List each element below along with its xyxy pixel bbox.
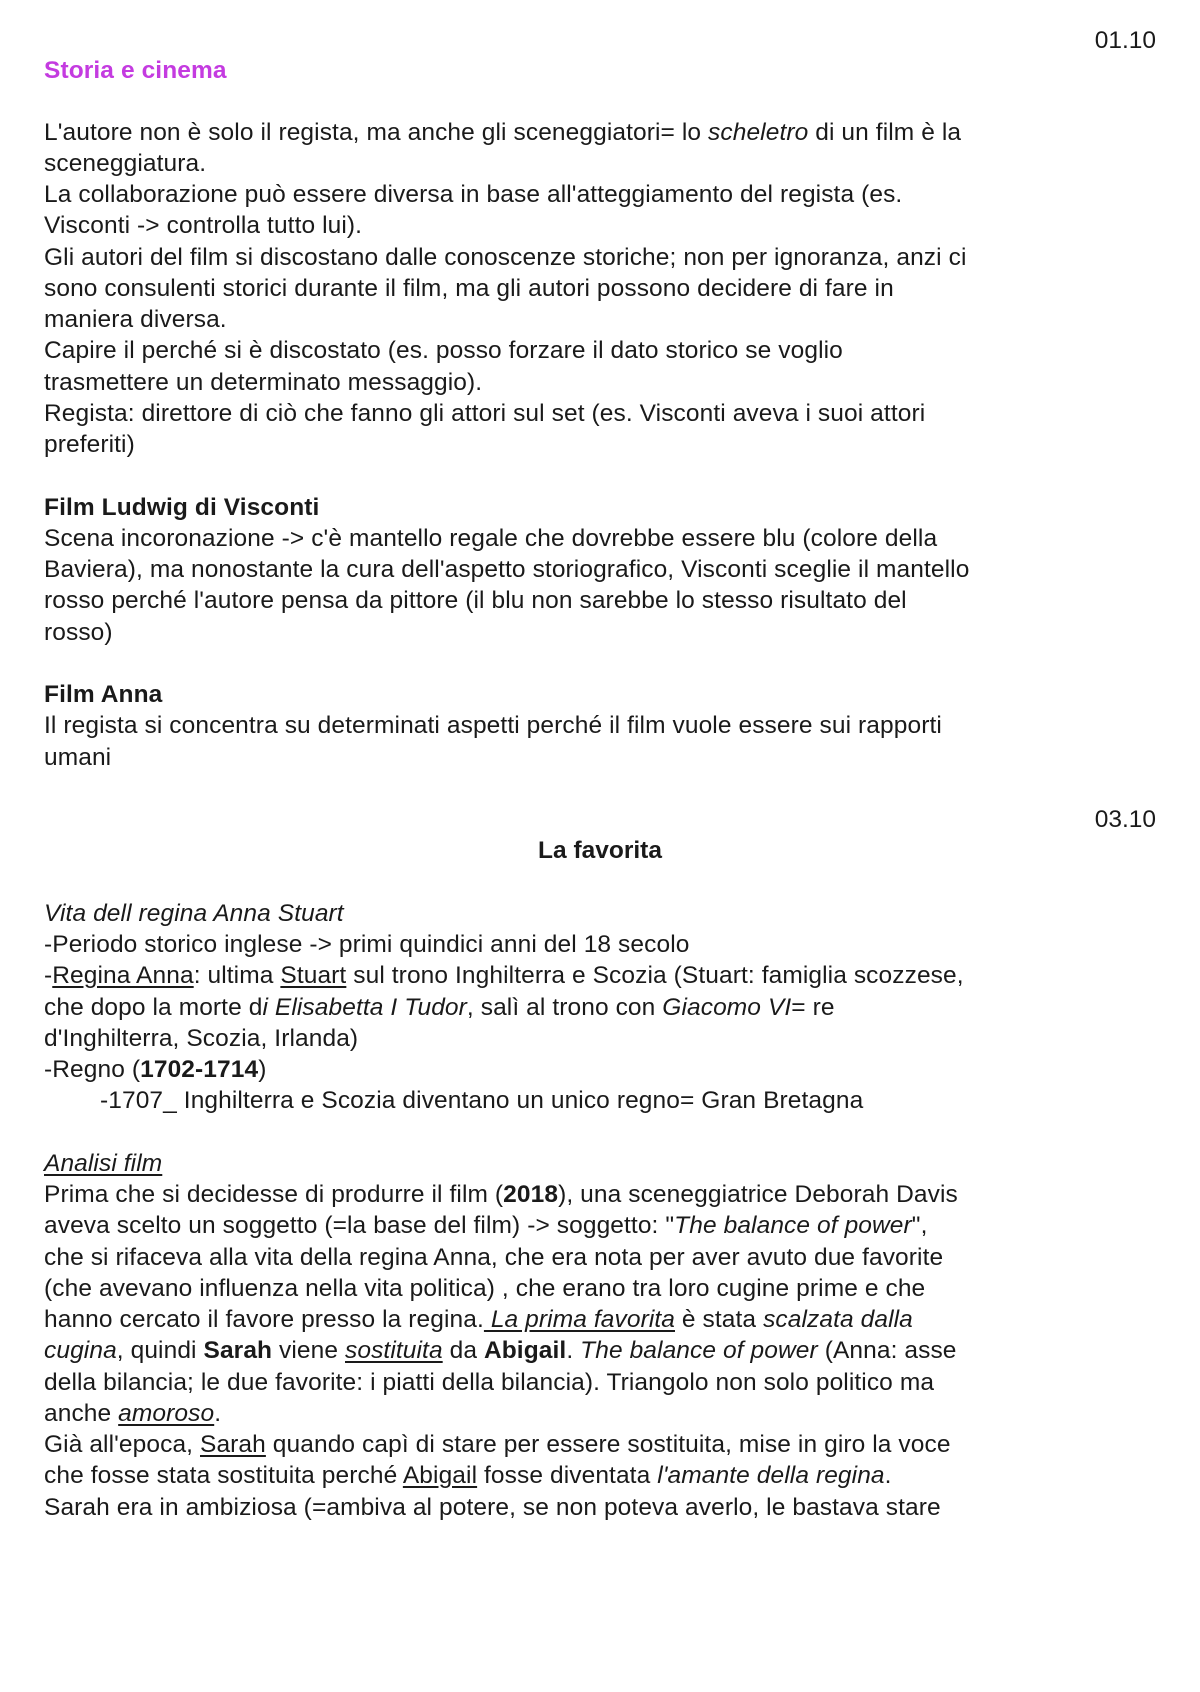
- text-line: Il regista si concentra su determinati aspetti perché il film vuole essere sui rapporti: [44, 712, 942, 739]
- text-line: Gli autori del film si discostano dalle conoscenze storiche; non per ignoranza, anzi ci: [44, 244, 967, 271]
- text-line: che si rifaceva alla vita della regina Anna, che era nota per aver avuto due favorite: [44, 1244, 944, 1271]
- text-line: Già all'epoca, Sarah quando capì di stare per essere sostituita, mise in giro la voce: [44, 1431, 951, 1458]
- section-title: Storia e cinema: [44, 57, 227, 84]
- date-label: 01.10: [1094, 27, 1156, 54]
- section-heading: Film Anna: [44, 681, 163, 708]
- text-line: Sarah era in ambiziosa (=ambiva al potere, se non poteva averlo, le bastava stare: [44, 1494, 941, 1521]
- text-line: L'autore non è solo il regista, ma anche gli sceneggiatori= lo scheletro di un film è la: [44, 119, 962, 146]
- subheading: Analisi film: [44, 1150, 163, 1177]
- section-title: La favorita: [538, 837, 662, 864]
- text-line: Prima che si decidesse di produrre il film (2018), una sceneggiatrice Deborah Davis: [44, 1181, 958, 1208]
- text-line: sono consulenti storici durante il film, ma gli autori possono decidere di fare in: [44, 275, 894, 302]
- text-line: sceneggiatura.: [44, 150, 207, 177]
- text-line: Scena incoronazione -> c'è mantello regale che dovrebbe essere blu (colore della: [44, 525, 938, 552]
- text-line: che fosse stata sostituita perché Abigail fosse diventata l'amante della regina.: [44, 1462, 892, 1489]
- text-line: che dopo la morte di Elisabetta I Tudor, salì al trono con Giacomo VI= re: [44, 994, 835, 1021]
- text-line: anche amoroso.: [44, 1400, 222, 1427]
- text-line: cugina, quindi Sarah viene sostituita da Abigail. The balance of power (Anna: asse: [44, 1337, 957, 1364]
- subheading: Vita dell regina Anna Stuart: [44, 900, 344, 927]
- section-heading: Film Ludwig di Visconti: [44, 494, 320, 521]
- text-line: Regista: direttore di ciò che fanno gli attori sul set (es. Visconti aveva i suoi attori: [44, 400, 926, 427]
- text-line: -Periodo storico inglese -> primi quindici anni del 18 secolo: [44, 931, 690, 958]
- text-line: La collaborazione può essere diversa in base all'atteggiamento del regista (es.: [44, 181, 903, 208]
- text-line: -Regina Anna: ultima Stuart sul trono Inghilterra e Scozia (Stuart: famiglia scozzese,: [44, 962, 964, 989]
- text-line: (che avevano influenza nella vita politica) , che erano tra loro cugine prime e che: [44, 1275, 926, 1302]
- text-line: della bilancia; le due favorite: i piatti della bilancia). Triangolo non solo politico ma: [44, 1369, 935, 1396]
- text-line: hanno cercato il favore presso la regina. La prima favorita è stata scalzata dalla: [44, 1306, 913, 1333]
- text-line: aveva scelto un soggetto (=la base del film) -> soggetto: "The balance of power",: [44, 1212, 928, 1239]
- text-line: maniera diversa.: [44, 306, 227, 333]
- text-line: trasmettere un determinato messaggio).: [44, 369, 483, 396]
- date-label: 03.10: [1094, 806, 1156, 833]
- text-line: umani: [44, 744, 112, 771]
- text-line: preferiti): [44, 431, 135, 458]
- text-line: Baviera), ma nonostante la cura dell'aspetto storiografico, Visconti sceglie il mantello: [44, 556, 970, 583]
- text-line: rosso perché l'autore pensa da pittore (il blu non sarebbe lo stesso risultato del: [44, 587, 907, 614]
- text-line: rosso): [44, 619, 113, 646]
- text-line: d'Inghilterra, Scozia, Irlanda): [44, 1025, 359, 1052]
- text-line: Capire il perché si è discostato (es. posso forzare il dato storico se voglio: [44, 337, 843, 364]
- text-line: -1707_ Inghilterra e Scozia diventano un unico regno= Gran Bretagna: [100, 1087, 864, 1114]
- text-line: Visconti -> controlla tutto lui).: [44, 212, 363, 239]
- text-line: -Regno (1702-1714): [44, 1056, 267, 1083]
